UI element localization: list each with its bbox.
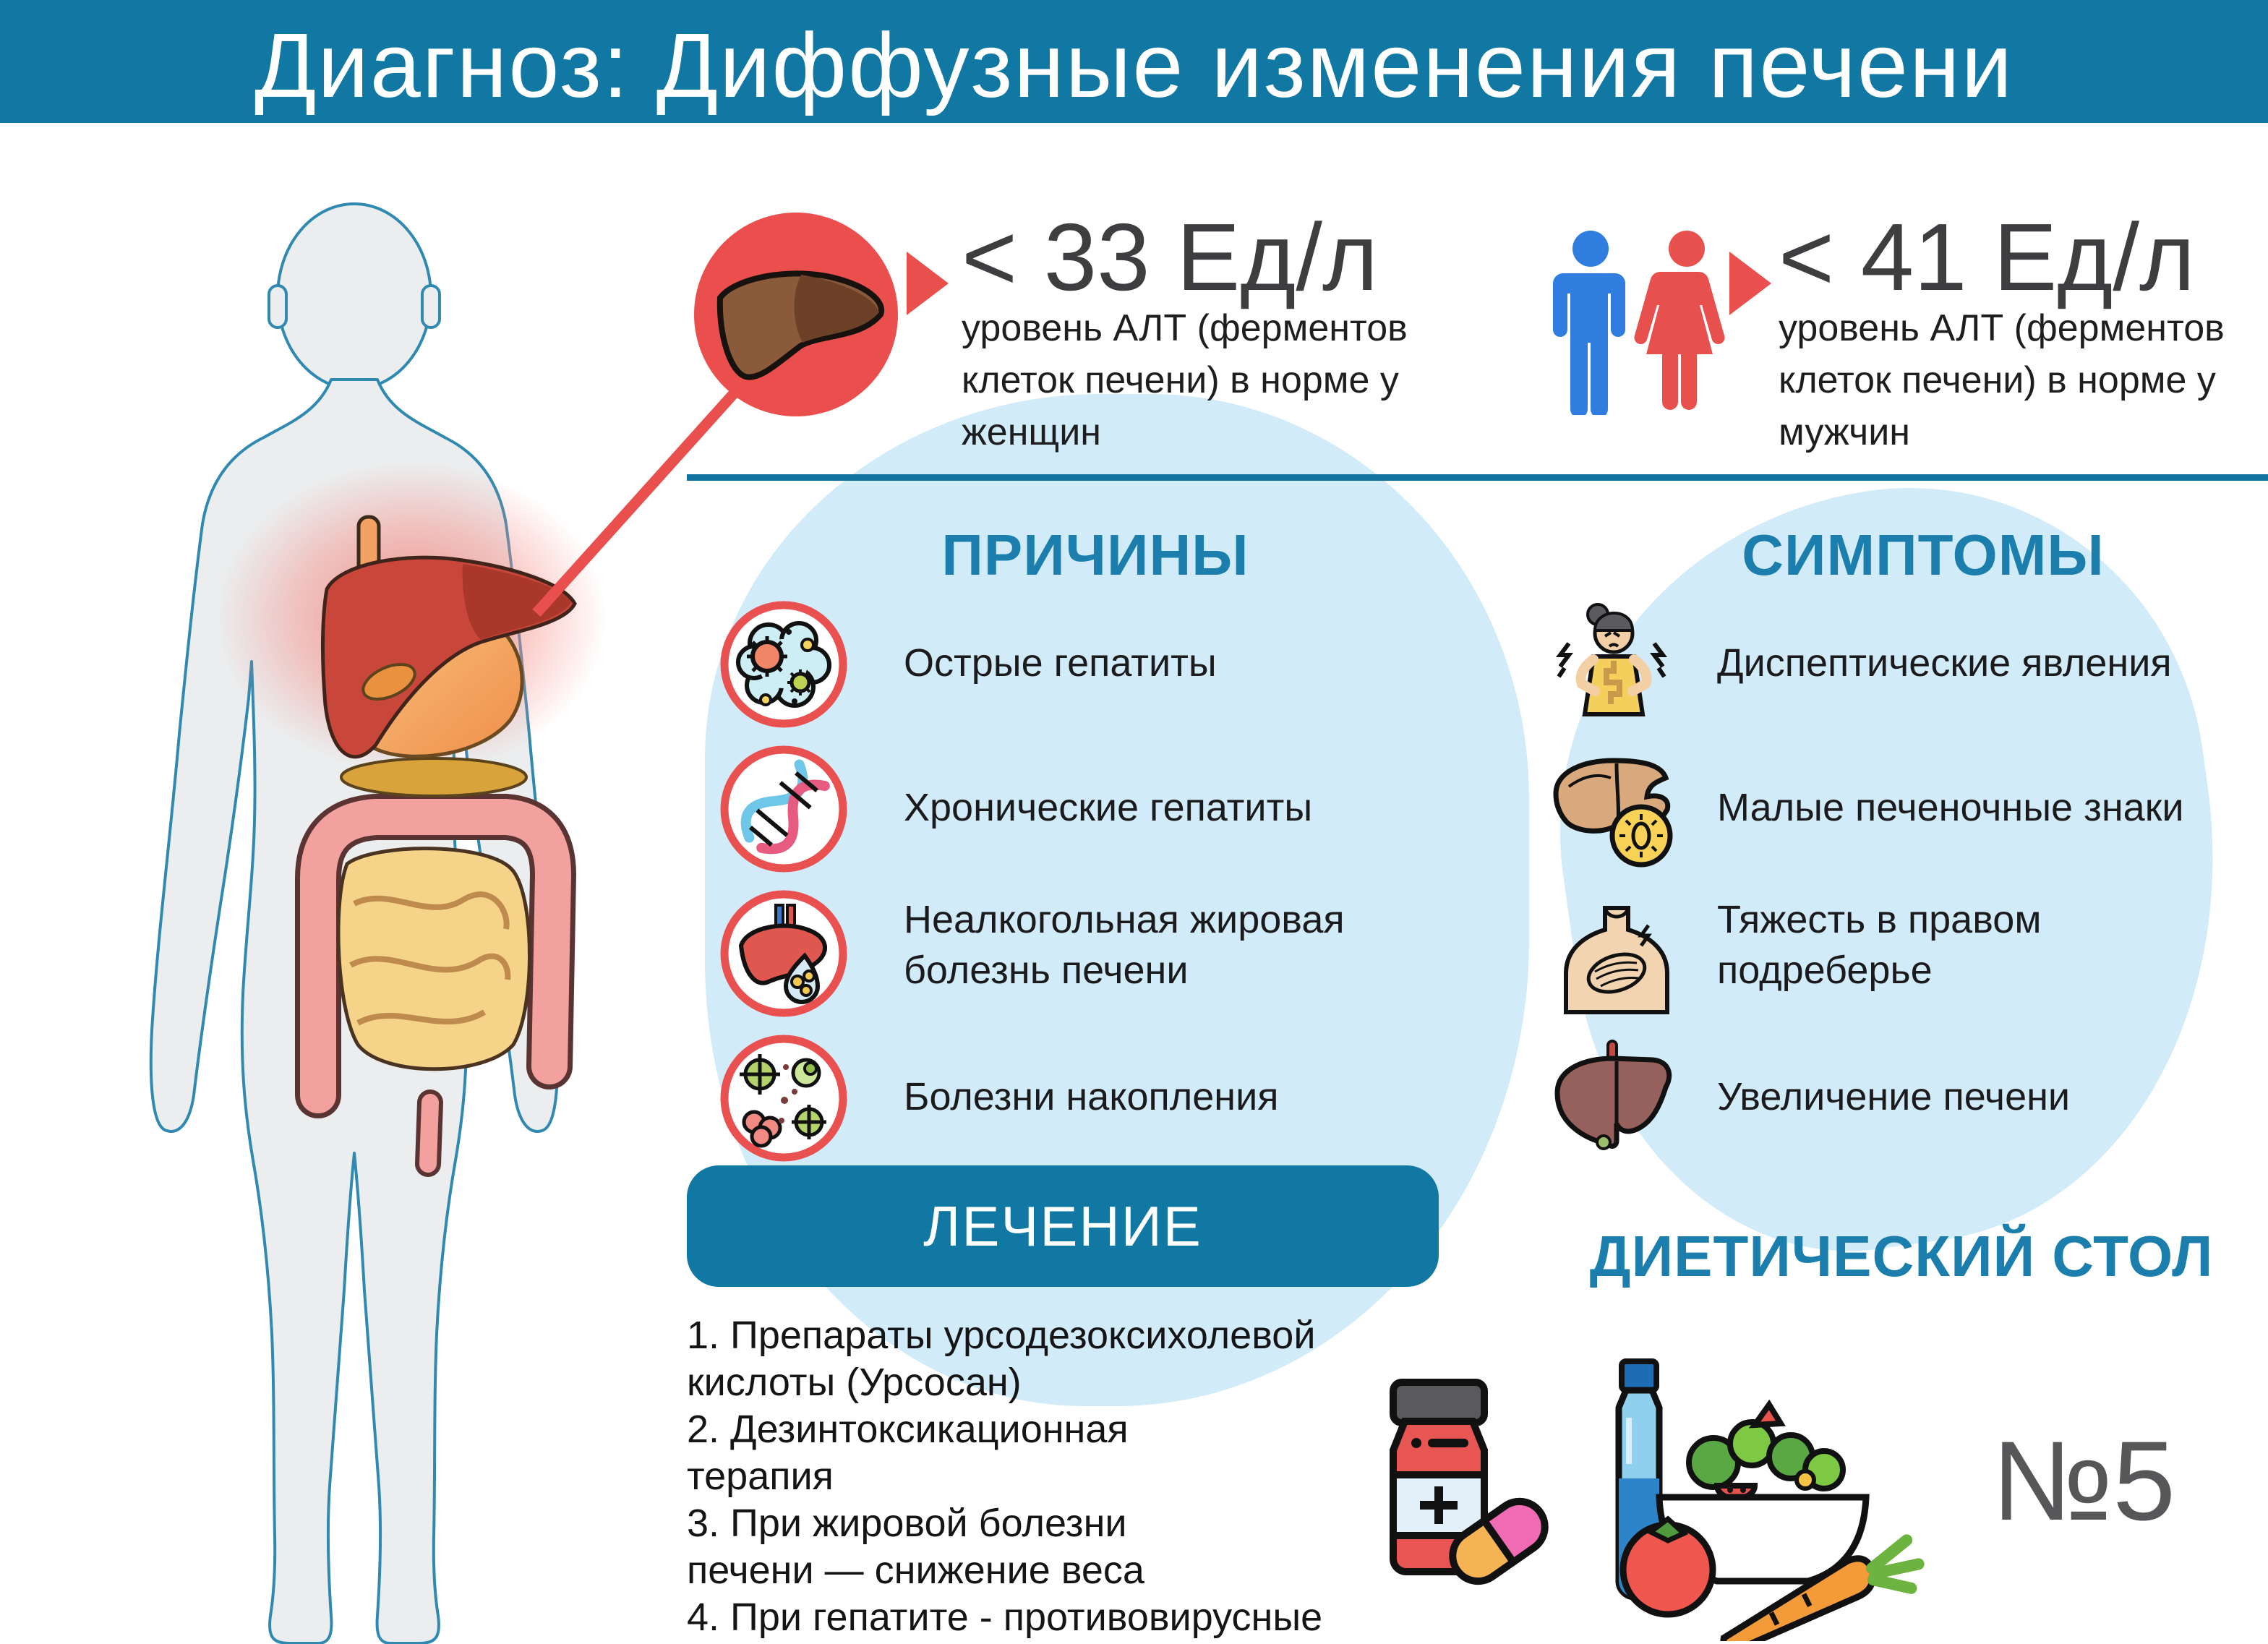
storage-cells-icon — [719, 1034, 848, 1163]
body-silhouette-illustration — [101, 199, 622, 1644]
causes-section-title: ПРИЧИНЫ — [941, 523, 1249, 587]
treatment-line: 1. Препараты урсодезоксихолевой — [687, 1314, 1316, 1357]
hand-on-chest-icon — [1547, 888, 1676, 1016]
cause-item-label: Неалкогольная жировая болезнь печени — [904, 898, 1345, 992]
symptoms-section-title: СИМПТОМЫ — [1742, 523, 2105, 587]
treatment-line: терапия — [687, 1455, 834, 1498]
symptom-item-label: Диспептические явления — [1717, 641, 2172, 685]
page-title: Диагноз: Диффузные изменения печени — [254, 14, 2014, 116]
treatment-section-title — [687, 1165, 1439, 1287]
male-female-icons — [1553, 230, 1726, 419]
liver-coin-icon — [1547, 743, 1676, 872]
male-icon — [1553, 231, 1625, 415]
treatment-title-label: ЛЕЧЕНИЕ — [923, 1194, 1202, 1258]
alt-description-men: уровень АЛТ (ферментов клеток печени) в норме у мужчин — [1779, 307, 2225, 453]
dna-icon — [719, 745, 848, 873]
liver-icon — [693, 211, 899, 418]
arrow-right-icon — [1729, 252, 1771, 315]
diet-section-title: ДИЕТИЧЕСКИЙ СТОЛ — [1589, 1224, 2214, 1288]
female-icon — [1634, 231, 1724, 410]
arrow-right-icon — [907, 252, 949, 315]
fatty-liver-icon — [719, 889, 848, 1018]
section-divider-line — [687, 474, 2268, 481]
medicine-bottle-icon — [1341, 1374, 1558, 1594]
cause-item-label: Болезни накопления — [904, 1075, 1279, 1118]
treatment-line: печени — снижение веса — [687, 1549, 1144, 1592]
treatment-line: кислоты (Урсосан) — [687, 1361, 1022, 1404]
diet-number: №5 — [1992, 1418, 2176, 1544]
symptom-item-label: Увеличение печени — [1717, 1075, 2071, 1118]
dyspepsia-woman-icon — [1547, 599, 1676, 727]
alt-description-women: уровень АЛТ (ферментов клеток печени) в норме у женщин — [962, 307, 1408, 453]
symptom-item-label: Малые печеночные знаки — [1717, 786, 2184, 829]
symptom-item-label: Тяжесть в правом подреберье — [1717, 898, 2042, 992]
virus-icon — [719, 600, 848, 729]
treatment-line: 2. Дезинтоксикационная — [687, 1408, 1129, 1451]
alt-value-women: < 33 Ед/л — [962, 204, 1379, 310]
cause-item-label: Хронические гепатиты — [904, 786, 1313, 829]
header-bar — [0, 0, 2268, 123]
human-figure — [101, 199, 622, 1644]
enlarged-liver-icon — [1547, 1032, 1676, 1161]
cause-item-label: Острые гепатиты — [904, 641, 1217, 685]
treatment-line: 4. При гепатите - противовирусные — [687, 1596, 1323, 1639]
treatment-line: 3. При жировой болезни — [687, 1502, 1127, 1545]
healthy-food-icon — [1565, 1356, 1956, 1644]
alt-value-men: < 41 Ед/л — [1779, 204, 2196, 310]
